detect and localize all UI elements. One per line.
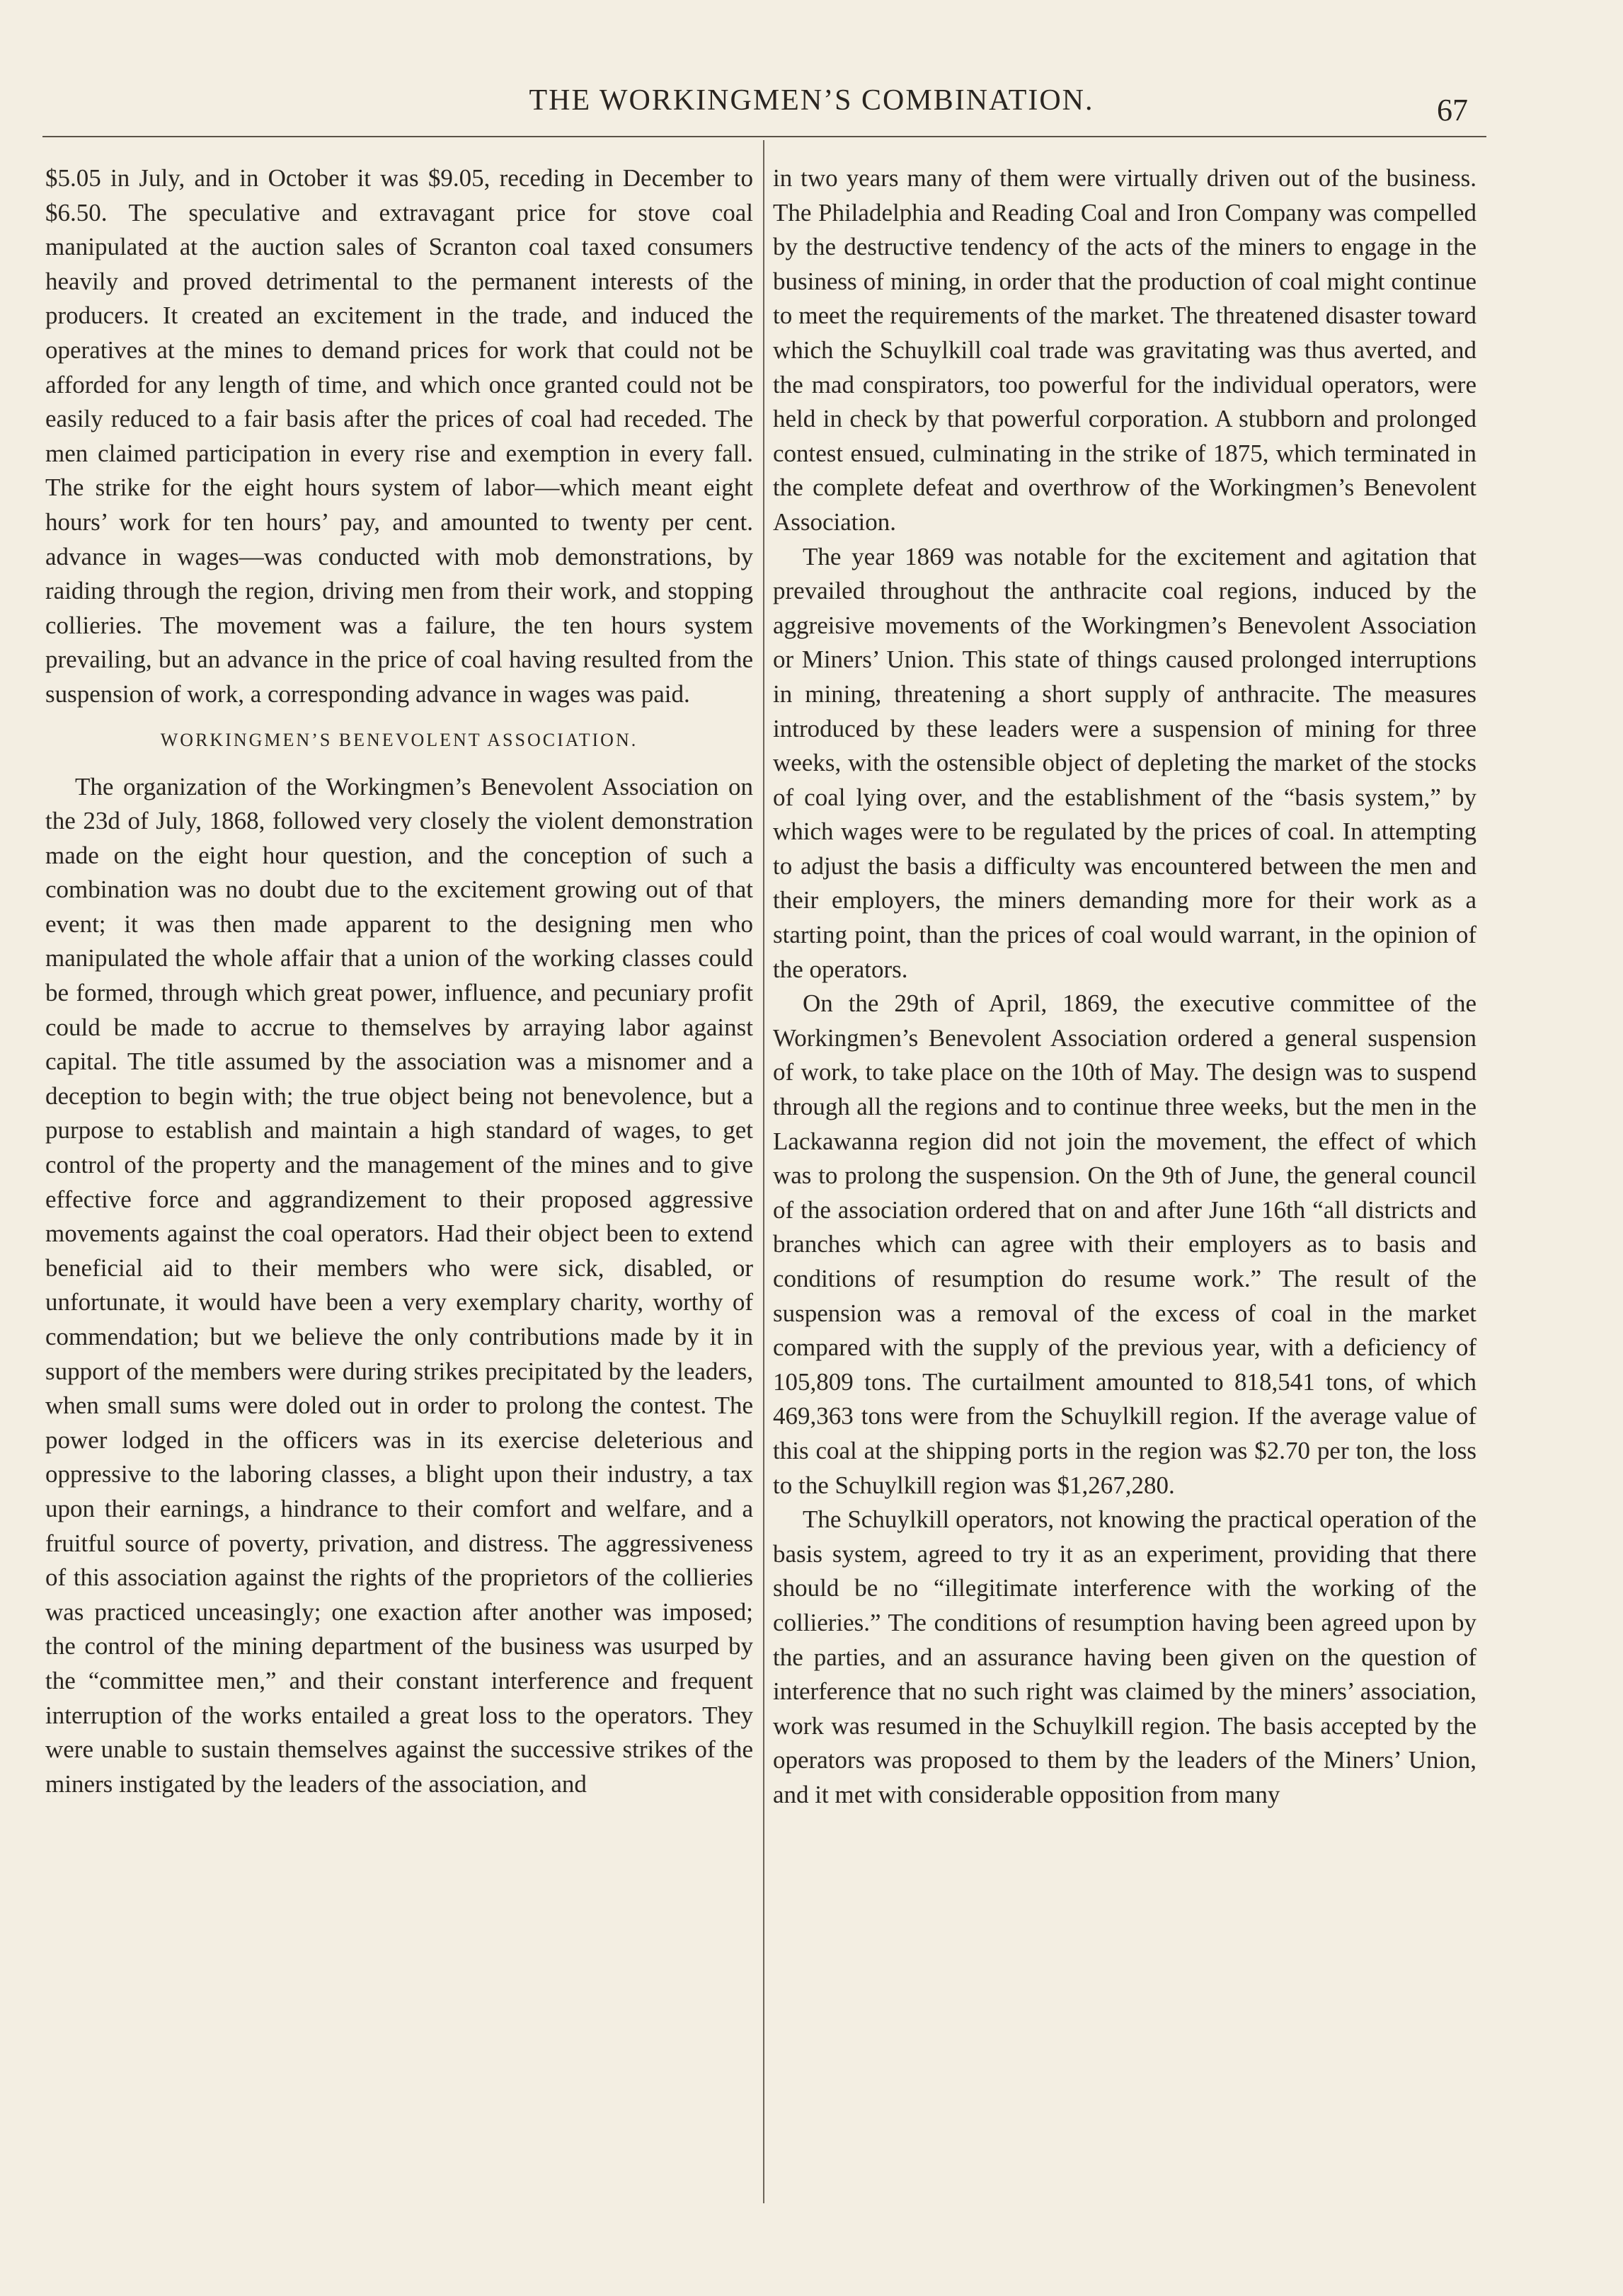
section-heading: WORKINGMEN’S BENEVOLENT ASSOCIATION. — [160, 729, 638, 750]
left-column — [45, 161, 753, 1801]
column-divider — [763, 140, 764, 2203]
paragraph: The organization of the Workingmen’s Benevolent Association on the 23d of July, 1868, followed very closely the violent demonstration made on the eight hour question, and the conception of such a combination was no doubt due to the excitement growing out of that event; it was then made apparent to the designing men who manipulated the whole affair that a union of the working classes could be formed, through which great power, influence, and pecuniary profit could be made to accrue to themselves by arraying labor against capital. The title assumed by the association was a misnomer and a deception to begin with; the true object being not benevolence, but a purpose to establish and maintain a high standard of wages, to get control of the property and the management of the mines and to give effective force and aggrandizement to their proposed aggressive movements against the coal operators. Had their object been to extend beneficial aid to their members who were sick, disabled, or unfortunate, it would have been a very exemplary charity, worthy of commendation; but we believe the only contributions made by it in support of the members were during strikes precipitated by the leaders, when small sums were doled out in order to prolong the contest. The power lodged in the officers was in its exercise deleterious and oppressive to the laboring classes, a blight upon their industry, a tax upon their earnings, a hindrance to their comfort and welfare, and a fruitful source of poverty, privation, and distress. The aggressiveness of this association against the rights of the proprietors of the collieries was practiced unceasingly; one exaction after another was imposed; the control of the mining department of the business was usurped by the “committee men,” and their constant interference and frequent interruption of the works entailed a great loss to the operators. They were unable to sustain themselves against the successive strikes of the miners instigated by the leaders of the association, and — [45, 772, 753, 1798]
paragraph: On the 29th of April, 1869, the executive committee of the Workingmen’s Benevolent Association ordered a general suspension of work, to take place on the 10th of May. The design was to suspend through all the regions and to continue three weeks, but the men in the Lackawanna region did not join the movement, the effect of which was to prolong the suspension. On the 9th of June, the general council of the association ordered that on and after June 16th “all districts and branches which can agree with their employers as to basis and conditions of resumption do resume work.” The result of the suspension was a removal of the excess of coal in the market compared with the supply of the previous year, with a deficiency of 105,809 tons. The curtailment amounted to 818,541 tons, of which 469,363 tons were from the Schuylkill region. If the average value of this coal at the shipping ports in the region was $2.70 per ton, the loss to the Schuylkill region was $1,267,280. — [773, 989, 1476, 1499]
paragraph: The Schuylkill operators, not knowing the practical operation of the basis system, agreed to try it as an experiment, providing that there should be no “illegitimate interference with the working of the collieries.” The conditions of resumption having been agreed upon by the parties, and an assurance having been given on the question of interference that no such right was claimed by the miners’ association, work was resumed in the Schuylkill region. The basis accepted by the operators was proposed to them by the leaders of the Miners’ Union, and it met with considerable opposition from many — [773, 1505, 1476, 1808]
running-title: THE WORKINGMEN’S COMBINATION. — [529, 84, 1094, 117]
page-number: 67 — [1437, 93, 1468, 127]
paragraph: in two years many of them were virtually driven out of the business. The Philadelphia and Reading Coal and Iron Company was compelled by the destructive tendency of the acts of the miners to engage in the business of mining, in order that the production of coal might continue to meet the requirements of the market. The threatened disaster toward which the Schuylkill coal trade was gravitating was thus averted, and the mad conspirators, too powerful for the individual operators, were held in check by that powerful corporation. A stubborn and prolonged contest ensued, culminating in the strike of 1875, which terminated in the complete defeat and overthrow of the Workingmen’s Benevolent Association. — [773, 164, 1476, 536]
paragraph: $5.05 in July, and in October it was $9.05, receding in December to $6.50. The speculative and extravagant price for stove coal manipulated at the auction sales of Scranton coal taxed consumers heavily and proved detrimental to the permanent interests of the producers. It created an excitement in the trade, and induced the operatives at the mines to demand prices for work that could not be afforded for any length of time, and which once granted could not be easily reduced to a fair basis after the prices of coal had receded. The men claimed participation in every rise and exemption in every fall. The strike for the eight hours system of labor—which meant eight hours’ work for ten hours’ pay, and amounted to twenty per cent. advance in wages—was conducted with mob demonstrations, by raiding through the region, driving men from their work, and stopping collieries. The movement was a failure, the ten hours system prevailing, but an advance in the price of coal having resulted from the suspension of work, a corresponding advance in wages was paid. — [45, 164, 753, 708]
right-column — [773, 161, 1476, 1813]
header-rule — [42, 136, 1486, 137]
paragraph: The year 1869 was notable for the excitement and agitation that prevailed throughout the anthracite coal regions, induced by the aggreisive movements of the Workingmen’s Benevolent Association or Miners’ Union. This state of things caused prolonged interruptions in mining, threatening a short supply of anthracite. The measures introduced by these leaders were a suspension of mining for three weeks, with the ostensible object of depleting the market of the stocks of coal lying over, and the establishment of the “basis system,” by which wages were to be regulated by the prices of coal. In attempting to adjust the basis a difficulty was encountered between the men and their employers, the miners demanding more for their work as a starting point, than the prices of coal would warrant, in the opinion of the operators. — [773, 542, 1476, 983]
